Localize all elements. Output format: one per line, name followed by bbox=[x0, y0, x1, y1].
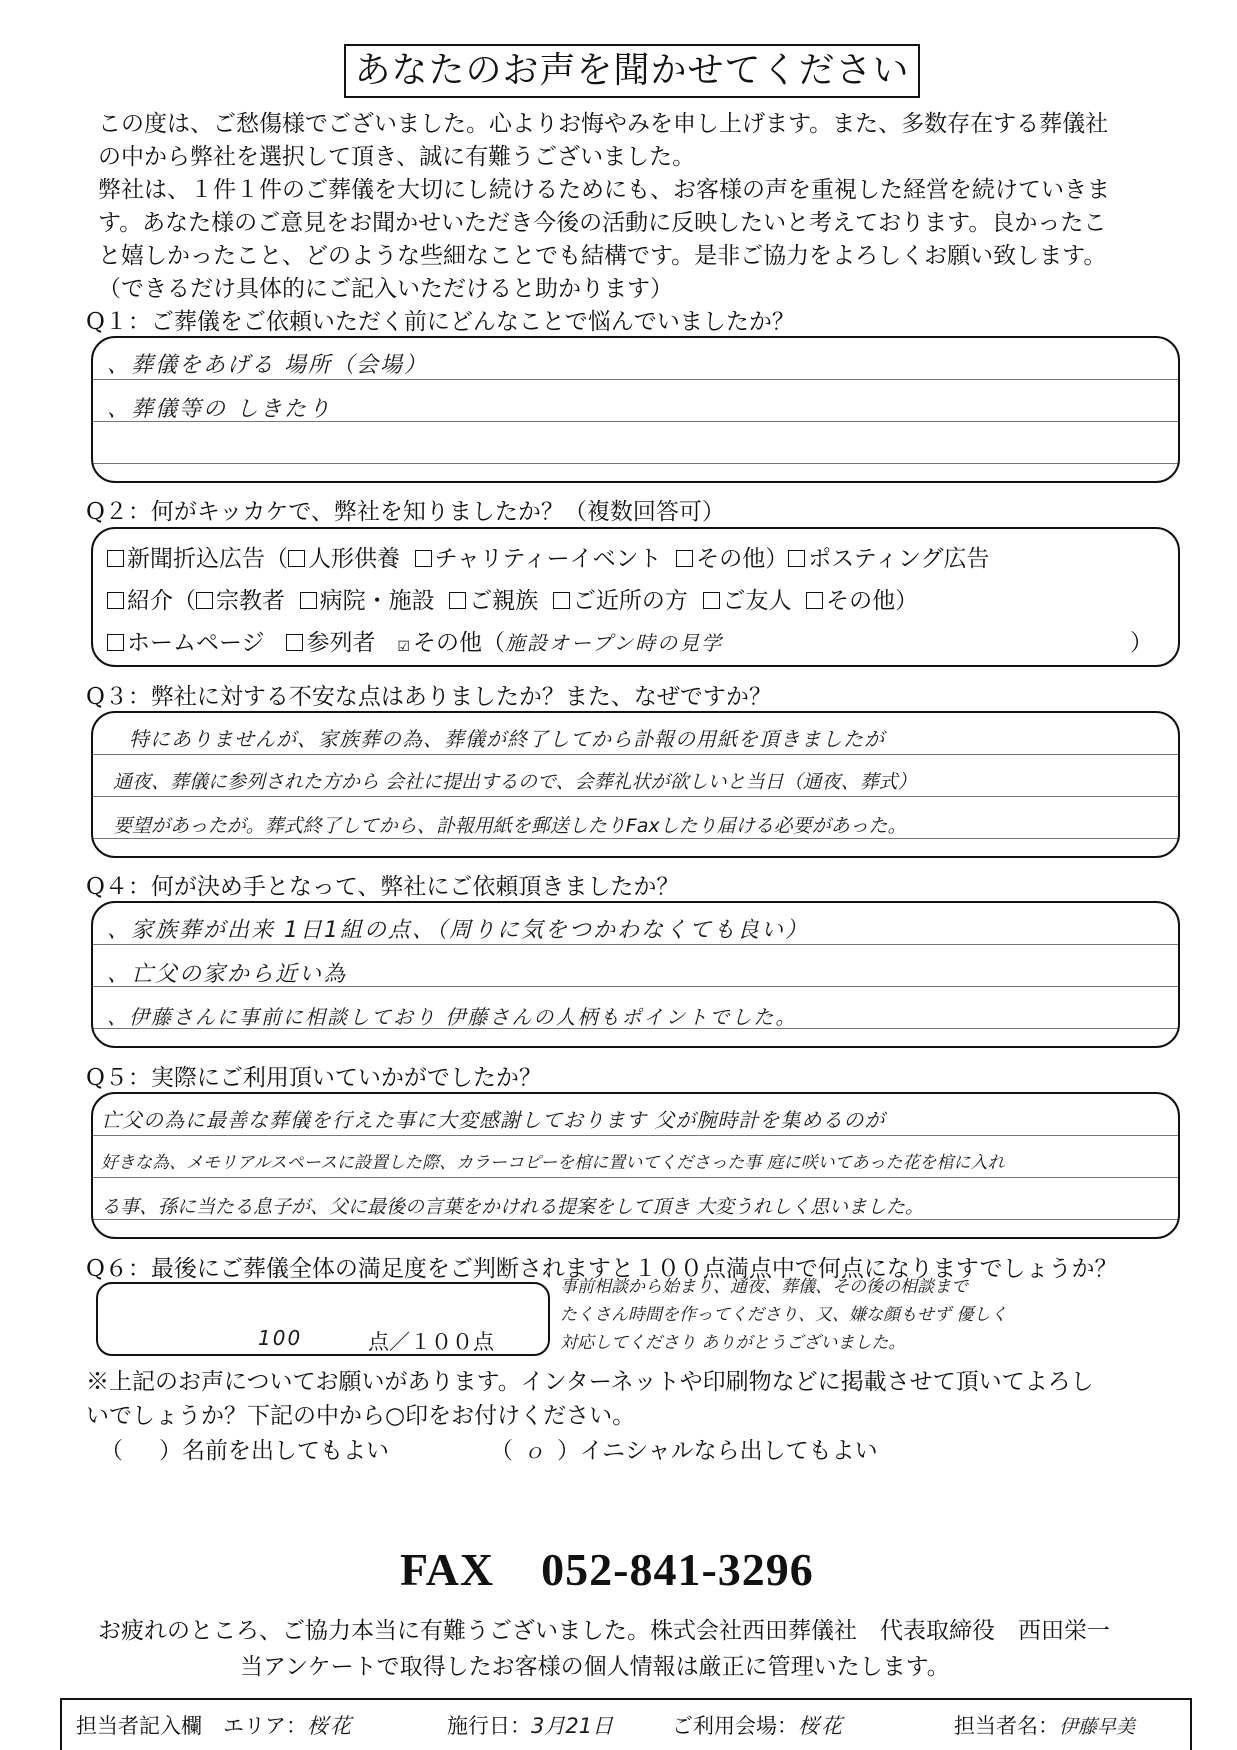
staff-entry-row bbox=[954, 1710, 1135, 1740]
permission-option-name[interactable]: （ ）名前を出してもよい bbox=[100, 1438, 389, 1464]
intro-line: 弊社は、１件１件のご葬儀を大切にし続けるためにも、お客様の声を重視した経営を続けていきま bbox=[98, 177, 1110, 203]
option-mark: ｏ bbox=[524, 1439, 546, 1463]
checkbox-homepage[interactable] bbox=[107, 634, 124, 651]
checkbox-hospital[interactable] bbox=[300, 592, 317, 609]
area-value: 桜花 bbox=[307, 1714, 353, 1738]
option-label: イニシャルなら出してもよい bbox=[580, 1438, 878, 1464]
q3-answer-line: 通夜、葬儀に参列された方から 会社に提出するので、会葬礼状が欲しいと当日（通夜、葬式） bbox=[113, 771, 917, 793]
option-label: 参列者 bbox=[306, 630, 376, 656]
q1-answer-line: 、葬儀等の しきたり bbox=[107, 397, 332, 422]
option-label: 病院・施設 bbox=[319, 588, 435, 614]
q2-options-box bbox=[91, 527, 1180, 667]
checkbox-referral-other[interactable] bbox=[806, 592, 823, 609]
option-label: チャリティーイベント bbox=[434, 546, 662, 572]
checkbox-other-ad[interactable] bbox=[676, 550, 693, 567]
permission-line: いでしょうか？下記の中から○印をお付けください。 bbox=[86, 1403, 636, 1429]
option-label: ホームページ bbox=[127, 630, 265, 656]
q4-answer-box bbox=[91, 901, 1180, 1048]
q2-options-row-2 bbox=[107, 582, 918, 615]
q4-label: Q４：何が決め手となって、弊社にご依頼頂きましたか？ bbox=[86, 874, 680, 900]
q6-comment-line: 事前相談から始まり、通夜、葬儀、その後の相談まで bbox=[560, 1277, 968, 1297]
q2-label: Q２：何がキッカケで、弊社を知りましたか？（複数回答可） bbox=[86, 499, 725, 525]
permission-option-initial[interactable]: （ ｏ ）イニシャルなら出してもよい bbox=[490, 1432, 878, 1465]
q5-answer-line: 好きな為、メモリアルスペースに設置した際、カラーコピーを棺に置いてくださった事 庭に咲いてあった花を棺に入れ bbox=[101, 1153, 1005, 1173]
option-label: ご近所の方 bbox=[572, 588, 688, 614]
q6-comment-line: たくさん時間を作ってくださり、又、嫌な顔もせず 優しく bbox=[560, 1305, 1008, 1325]
q4-answer-line: 、伊藤さんに事前に相談しており 伊藤さんの人柄もポイントでした。 bbox=[107, 1005, 798, 1029]
q5-answer-line: る事、孫に当たる息子が、父に最後の言葉をかけれる提案をして頂き 大変うれしく思いました。 bbox=[101, 1196, 925, 1218]
permission-line: ※上記のお声についてお願いがあります。インターネットや印刷物などに掲載させて頂いてよろし bbox=[86, 1369, 1094, 1395]
q3-answer-box bbox=[91, 711, 1180, 858]
intro-line: の中から弊社を選択して頂き、誠に有難うございました。 bbox=[98, 144, 696, 170]
intro-line: この度は、ご愁傷様でございました。心よりお悔やみを申し上げます。また、多数存在する葬儀社 bbox=[98, 111, 1109, 137]
checkbox-referral[interactable] bbox=[107, 592, 124, 609]
option-label: 紹介（ bbox=[127, 588, 196, 614]
q2-options-row-3 bbox=[107, 624, 1167, 657]
option-label: 名前を出してもよい bbox=[182, 1438, 389, 1464]
intro-line: す。あなた様のご意見をお聞かせいただき今後の活動に反映したいと考えております。良かったこ bbox=[98, 210, 1107, 236]
checkbox-neighbors[interactable] bbox=[553, 592, 570, 609]
option-label: ご友人 bbox=[722, 588, 792, 614]
option-label: 新聞折込広告（ bbox=[127, 546, 288, 572]
page-title: あなたのお声を聞かせてください bbox=[344, 44, 920, 98]
staff-entry-row bbox=[76, 1710, 353, 1740]
q2-close-paren: ） bbox=[1130, 630, 1153, 656]
venue-label: ご利用会場： bbox=[672, 1714, 798, 1738]
q5-answer-line: 亡父の為に最善な葬儀を行えた事に大変感謝しております 父が腕時計を集めるのが bbox=[101, 1108, 886, 1132]
option-label: 宗教者 bbox=[216, 588, 285, 614]
checkbox-relatives[interactable] bbox=[449, 592, 466, 609]
option-label: その他） bbox=[696, 546, 789, 572]
q4-answer-line: 、家族葬が出来 1日1組の点、（周りに気をつかわなくても良い） bbox=[107, 918, 809, 943]
staff-value: 伊藤早美 bbox=[1059, 1716, 1136, 1738]
privacy-line: 当アンケートで取得したお客様の個人情報は厳正に管理いたします。 bbox=[240, 1654, 950, 1680]
q4-answer-line: 、亡父の家から近い為 bbox=[107, 962, 348, 987]
q5-label: Q５：実際にご利用頂いていかがでしたか？ bbox=[86, 1065, 542, 1091]
option-label: その他（ bbox=[412, 630, 505, 656]
q3-answer-line: 要望があったが。葬式終了してから、訃報用紙を郵送したりFaxしたり届ける必要があった。 bbox=[113, 815, 907, 837]
staff-entry-row bbox=[447, 1710, 613, 1740]
option-label: ご親族 bbox=[469, 588, 539, 614]
area-label: 担当者記入欄 エリア： bbox=[76, 1714, 307, 1738]
q6-score-box bbox=[96, 1282, 550, 1356]
closing-line: お疲れのところ、ご協力本当に有難うございました。株式会社西田葬儀社 代表取締役 西田栄一 bbox=[98, 1618, 1110, 1644]
q6-label: Q６：最後にご葬儀全体の満足度をご判断されますと１００点満点中で何点になりますでしょうか？ bbox=[86, 1256, 1118, 1282]
date-label: 施行日： bbox=[447, 1714, 531, 1738]
checkbox-posting[interactable] bbox=[788, 550, 805, 567]
date-value: 3月21日 bbox=[531, 1714, 614, 1738]
checkbox-other-checked[interactable]: ☑ bbox=[397, 639, 410, 655]
intro-text bbox=[98, 108, 1178, 306]
q1-label: Q１：ご葬儀をご依頼いただく前にどんなことで悩んでいましたか？ bbox=[86, 309, 795, 335]
q1-answer-box bbox=[91, 336, 1180, 483]
q2-options-row-1 bbox=[107, 540, 990, 573]
checkbox-doll-memorial[interactable] bbox=[288, 550, 305, 567]
intro-line: （できるだけ具体的にご記入いただけると助かります） bbox=[98, 276, 673, 302]
checkbox-religious[interactable] bbox=[196, 592, 213, 609]
staff-entry-row bbox=[672, 1710, 844, 1740]
checkbox-charity-event[interactable] bbox=[415, 550, 432, 567]
venue-value: 桜花 bbox=[798, 1714, 844, 1738]
q6-score-value: 100 bbox=[258, 1326, 303, 1350]
intro-line: と嬉しかったこと、どのような些細なことでも結構です。是非ご協力をよろしくお願い致します。 bbox=[98, 243, 1107, 269]
checkbox-newspaper[interactable] bbox=[107, 550, 124, 567]
checkbox-friends[interactable] bbox=[703, 592, 720, 609]
option-label: 人形供養 bbox=[308, 546, 400, 572]
q2-other-answer: 施設オープン時の見学 bbox=[504, 631, 724, 655]
q1-answer-line: 、葬儀をあげる 場所（会場） bbox=[107, 353, 428, 378]
option-label: ポスティング広告 bbox=[808, 546, 990, 572]
q3-answer-line: 特にありませんが、家族葬の為、葬儀が終了してから訃報の用紙を頂きましたが bbox=[129, 727, 885, 751]
q6-score-suffix: 点／１００点 bbox=[368, 1330, 494, 1354]
fax-number: FAX 052-841-3296 bbox=[400, 1544, 814, 1595]
q5-answer-box bbox=[91, 1092, 1180, 1239]
checkbox-attendee[interactable] bbox=[286, 634, 303, 651]
q6-comment-line: 対応してくださり ありがとうございました。 bbox=[560, 1333, 906, 1353]
staff-entry-box bbox=[60, 1698, 1192, 1750]
q3-label: Q３：弊社に対する不安な点はありましたか？また、なぜですか？ bbox=[86, 684, 772, 710]
staff-label: 担当者名： bbox=[954, 1714, 1059, 1738]
option-label: その他） bbox=[826, 588, 919, 614]
